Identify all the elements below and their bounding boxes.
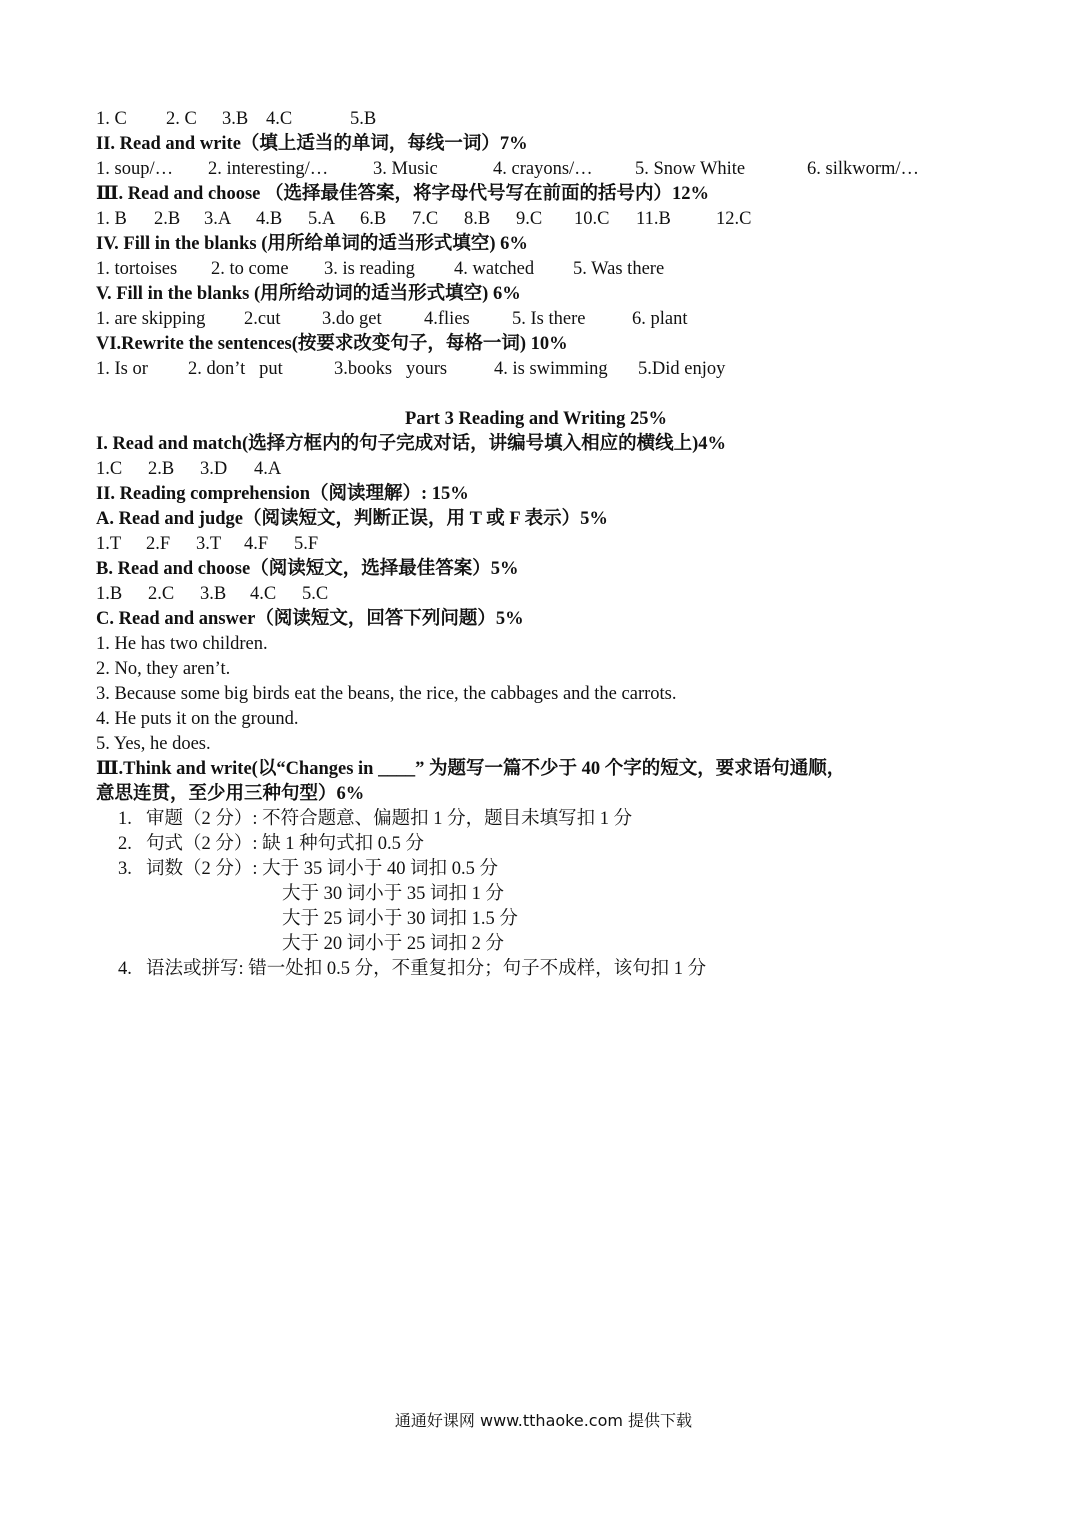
sec5-answer-row — [96, 307, 996, 332]
answer: 5. Is there — [512, 309, 586, 329]
answer: 8.B — [464, 209, 491, 229]
answer: 3. is reading — [324, 259, 415, 279]
answer: 10.C — [574, 209, 610, 229]
sec6-answer-row — [96, 357, 996, 382]
secB-answer-row — [96, 582, 996, 607]
answer: 1. soup/… — [96, 159, 174, 179]
secA-answer-row — [96, 532, 996, 557]
rule-number: 3. — [118, 859, 132, 879]
answer: 5.A — [308, 209, 336, 229]
answer: 4.A — [254, 459, 282, 479]
grading-rule-sub — [96, 907, 996, 932]
answer: 1. are skipping — [96, 309, 206, 329]
rule-text: 大于 30 词小于 35 词扣 1 分 — [282, 884, 505, 904]
sec2-answer-row — [96, 157, 996, 182]
rule-text: 大于 25 词小于 30 词扣 1.5 分 — [282, 909, 518, 929]
rule-number: 4. — [118, 959, 132, 979]
answer: 3.B — [222, 109, 249, 129]
answer-sentence: 3. Because some big birds eat the beans, the rice, the cabbages and the carrots. — [96, 684, 677, 704]
sec4-answer-row — [96, 257, 996, 282]
answer: 5.C — [302, 584, 329, 604]
answer: 4.F — [244, 534, 269, 554]
answer: 9.C — [516, 209, 543, 229]
answer: 1.B — [96, 584, 123, 604]
answer: 5. Snow White — [635, 159, 746, 179]
section-title: VI.Rewrite the sentences(按要求改变句子，每格一词) 10% — [96, 334, 568, 354]
answer: 3.books yours — [334, 359, 448, 379]
answer: 3.T — [196, 534, 222, 554]
answer: 1. B — [96, 209, 127, 229]
part-title: Part 3 Reading and Writing 25% — [405, 409, 667, 429]
section-title: II. Reading comprehension（阅读理解）: 15% — [96, 484, 469, 504]
answer: 4.C — [250, 584, 277, 604]
section-title-continued: 意思连贯，至少用三种句型）6% — [96, 784, 365, 804]
answer-sentence: 2. No, they aren’t. — [96, 659, 231, 679]
answer: 11.B — [636, 209, 671, 229]
answer: 6. silkworm/… — [807, 159, 920, 179]
part3-sec1-answer-row — [96, 457, 996, 482]
answer: 5.Did enjoy — [638, 359, 726, 379]
grading-rule — [96, 857, 996, 882]
grading-rule-sub — [96, 882, 996, 907]
grading-rule — [96, 832, 996, 857]
footer-source-line: 通通好课网 www.tthaoke.com 提供下载 — [394, 1411, 693, 1430]
answer: 1. Is or — [96, 359, 148, 379]
section-title: Ⅲ. Read and choose （选择最佳答案，将字母代号写在前面的括号内）12% — [96, 184, 710, 204]
section-title: Ⅲ.Think and write(以“Changes in ____” 为题写一篇不少于 40 个字的短文，要求语句通顺， — [96, 759, 846, 779]
answer: 1. C — [96, 109, 127, 129]
answer-sentence: 4. He puts it on the ground. — [96, 709, 299, 729]
sec1-answer-row — [96, 107, 996, 132]
rule-text: 大于 20 词小于 25 词扣 2 分 — [282, 934, 505, 954]
answer: 6.B — [360, 209, 387, 229]
answer: 1.T — [96, 534, 122, 554]
answer: 1.C — [96, 459, 123, 479]
answer: 2.cut — [244, 309, 281, 329]
answer: 1. tortoises — [96, 259, 178, 279]
section-title: B. Read and choose（阅读短文，选择最佳答案）5% — [96, 559, 519, 579]
rule-number: 1. — [118, 809, 132, 829]
sec3-answer-row — [96, 207, 996, 232]
grading-rule — [96, 807, 996, 832]
answer: 2. interesting/… — [208, 159, 329, 179]
answer: 6. plant — [632, 309, 688, 329]
section-title: C. Read and answer（阅读短文，回答下列问题）5% — [96, 609, 524, 629]
answer: 5.F — [294, 534, 319, 554]
answer: 2. to come — [211, 259, 289, 279]
answer: 5.B — [350, 109, 377, 129]
answer: 4.C — [266, 109, 293, 129]
grading-rule — [96, 957, 996, 982]
answer-sentence: 5. Yes, he does. — [96, 734, 211, 754]
answer: 2.C — [148, 584, 175, 604]
section-title: V. Fill in the blanks (用所给动词的适当形式填空) 6% — [96, 284, 521, 304]
answer: 2. C — [166, 109, 197, 129]
section-title: I. Read and match(选择方框内的句子完成对话，讲编号填入相应的横线上)4% — [96, 434, 727, 454]
answer: 2.B — [148, 459, 175, 479]
rule-number: 2. — [118, 834, 132, 854]
answer: 3. Music — [373, 159, 438, 179]
rule-text: 句式（2 分）: 缺 1 种句式扣 0.5 分 — [146, 834, 425, 854]
section-title: II. Read and write（填上适当的单词，每线一词）7% — [96, 134, 528, 154]
section-title: IV. Fill in the blanks (用所给单词的适当形式填空) 6% — [96, 234, 528, 254]
answer: 3.B — [200, 584, 227, 604]
answer: 12.C — [716, 209, 752, 229]
answer: 4.B — [256, 209, 283, 229]
answer: 4. is swimming — [494, 359, 608, 379]
answer: 7.C — [412, 209, 439, 229]
answer: 5. Was there — [573, 259, 665, 279]
grading-rule-sub — [96, 932, 996, 957]
answer: 2. don’t put — [188, 359, 283, 379]
section-title: A. Read and judge（阅读短文，判断正误，用 T 或 F 表示）5% — [96, 509, 608, 529]
answer-sentence: 1. He has two children. — [96, 634, 268, 654]
rule-text: 语法或拼写: 错一处扣 0.5 分，不重复扣分；句子不成样，该句扣 1 分 — [146, 959, 707, 979]
answer: 4. watched — [454, 259, 535, 279]
answer: 4. crayons/… — [493, 159, 593, 179]
answer-key-page — [96, 107, 996, 982]
answer: 3.do get — [322, 309, 382, 329]
answer: 3.D — [200, 459, 228, 479]
rule-text: 审题（2 分）: 不符合题意、偏题扣 1 分，题目未填写扣 1 分 — [146, 809, 633, 829]
answer: 2.B — [154, 209, 181, 229]
answer: 2.F — [146, 534, 171, 554]
rule-text: 词数（2 分）: 大于 35 词小于 40 词扣 0.5 分 — [146, 859, 499, 879]
answer: 3.A — [204, 209, 232, 229]
answer: 4.flies — [424, 309, 470, 329]
